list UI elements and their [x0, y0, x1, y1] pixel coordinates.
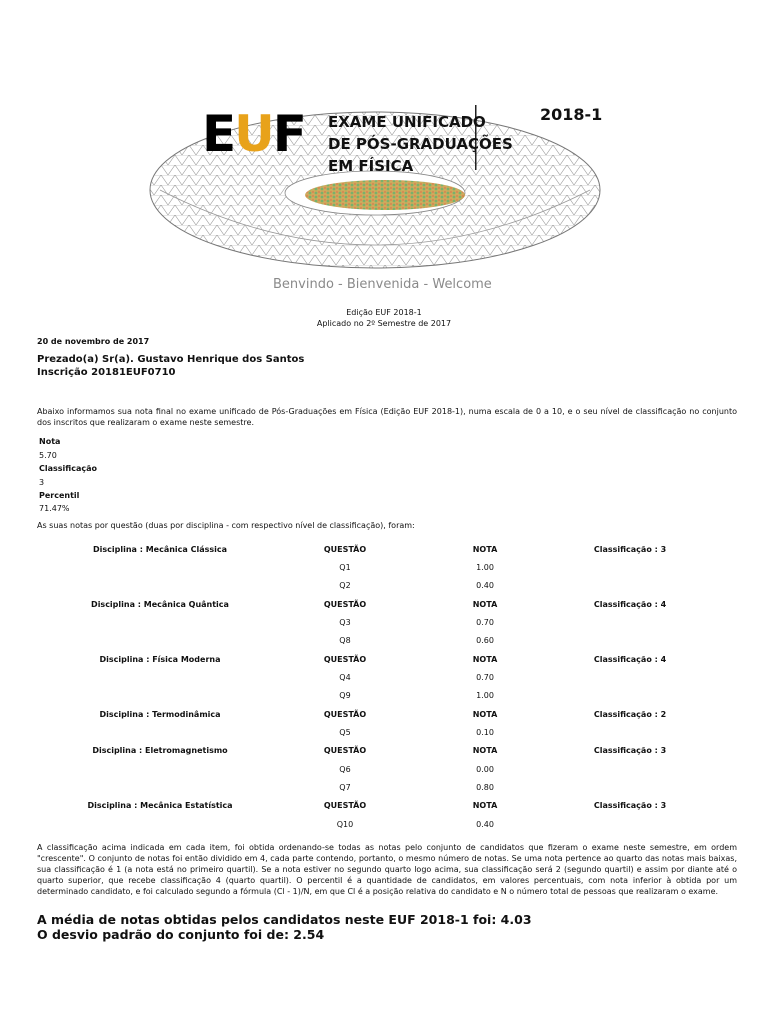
grade-header: NOTA	[472, 600, 498, 609]
grade-header: NOTA	[472, 746, 498, 755]
euf-logo-text: EUF	[202, 105, 305, 163]
discipline-header-row	[0, 746, 768, 758]
nota-value: 5.70	[39, 451, 57, 460]
percentile-label: Percentil	[39, 491, 80, 500]
question-id: Q7	[339, 783, 351, 792]
table-row	[0, 765, 768, 777]
question-grade: 0.00	[476, 765, 494, 774]
question-grade: 0.60	[476, 636, 494, 645]
question-header: QUESTÃO	[323, 801, 367, 810]
question-grade: 0.70	[476, 618, 494, 627]
question-id: Q8	[339, 636, 351, 645]
std-line: O desvio padrão do conjunto foi de: 2.54	[37, 927, 325, 942]
question-grade: 0.40	[476, 581, 494, 590]
table-row	[0, 691, 768, 703]
euf-banner	[140, 95, 620, 305]
discipline-name: Disciplina : Mecânica Clássica	[92, 545, 227, 554]
banner-edition: 2018-1	[540, 105, 603, 124]
question-header: QUESTÃO	[323, 746, 367, 755]
question-header: QUESTÃO	[323, 710, 367, 719]
question-id: Q1	[339, 563, 351, 572]
per-question-intro: As suas notas por questão (duas por disciplina - com respectivo nível de classificação), foram:	[37, 521, 415, 530]
question-id: Q5	[339, 728, 351, 737]
question-id: Q6	[339, 765, 351, 774]
discipline-classification: Classificação : 3	[593, 801, 667, 810]
banner-title-line-2: DE PÓS-GRADUAÇÕES	[328, 135, 513, 153]
explanation-paragraph: A classificação acima indicada em cada item, foi obtida ordenando-se todas as notas pelo conjunto de candidatos que fizeram o exame neste semestre, em ordem "crescente". O conjunto de notas foi então dividido em 4, cada parte contendo, portanto, o mesmo número de notas. Se uma nota pertence ao quarto das notas mais baixas, sua classificação é 1 (a nota está no primeiro quartil). Se a nota estiver no segundo quarto logo acima, sua classificação será 2 (segundo quartil) e assim por diante até o quarto superior, que recebe classificação 4 (quarto quartil). O percentil é a quantidade de candidatos, em valores percentuais, com nota inferior à obtida por um determinado candidato, e foi calculado segundo a fórmula (Cl - 1)/N, em que Cl é a posição relativa do candidato e N o número total de pessoas que realizaram o exame.	[37, 843, 737, 896]
intro-paragraph: Abaixo informamos sua nota final no exame unificado de Pós-Graduações em Física (Edição EUF 2018-1), numa escala de 0 a 10, e o seu nível de classificação no conjunto dos inscritos que realizaram o exame neste semestre.	[37, 407, 737, 427]
table-row	[0, 783, 768, 795]
question-grade: 1.00	[476, 563, 494, 572]
edition-line: Edição EUF 2018-1	[346, 308, 422, 317]
question-header: QUESTÃO	[323, 655, 367, 664]
discipline-header-row	[0, 710, 768, 722]
table-row	[0, 673, 768, 685]
banner-title-line-1: EXAME UNIFICADO	[328, 113, 486, 131]
discipline-header-row	[0, 545, 768, 557]
discipline-header-row	[0, 801, 768, 813]
classification-label: Classificação	[39, 464, 97, 473]
question-header: QUESTÃO	[323, 545, 367, 554]
discipline-header-row	[0, 655, 768, 667]
applied-line: Aplicado no 2º Semestre de 2017	[316, 319, 452, 328]
question-id: Q10	[336, 820, 354, 829]
discipline-name: Disciplina : Física Moderna	[99, 655, 221, 664]
mean-line: A média de notas obtidas pelos candidatos neste EUF 2018-1 foi: 4.03	[37, 912, 532, 927]
date: 20 de novembro de 2017	[37, 337, 150, 346]
question-grade: 0.10	[476, 728, 494, 737]
question-grade: 0.40	[476, 820, 494, 829]
grade-header: NOTA	[472, 545, 498, 554]
discipline-name: Disciplina : Mecânica Quântica	[91, 600, 229, 609]
discipline-classification: Classificação : 4	[593, 600, 667, 609]
banner-title-line-3: EM FÍSICA	[328, 157, 414, 175]
grade-header: NOTA	[472, 710, 498, 719]
question-grade: 1.00	[476, 691, 494, 700]
table-row	[0, 581, 768, 593]
question-id: Q4	[339, 673, 351, 682]
question-grade: 0.80	[476, 783, 494, 792]
table-row	[0, 728, 768, 740]
table-row	[0, 563, 768, 575]
question-id: Q9	[339, 691, 351, 700]
nota-label: Nota	[39, 437, 61, 446]
discipline-classification: Classificação : 4	[593, 655, 667, 664]
registration: Inscrição 20181EUF0710	[37, 367, 176, 378]
percentile-value: 71.47%	[39, 504, 70, 513]
question-id: Q2	[339, 581, 351, 590]
question-id: Q3	[339, 618, 351, 627]
grade-header: NOTA	[472, 655, 498, 664]
table-row	[0, 820, 768, 832]
discipline-classification: Classificação : 3	[593, 746, 667, 755]
table-row	[0, 618, 768, 630]
question-grade: 0.70	[476, 673, 494, 682]
table-row	[0, 636, 768, 648]
recipient-name: Prezado(a) Sr(a). Gustavo Henrique dos Santos	[37, 354, 305, 365]
discipline-classification: Classificação : 3	[593, 545, 667, 554]
discipline-name: Disciplina : Mecânica Estatística	[87, 801, 233, 810]
discipline-name: Disciplina : Eletromagnetismo	[92, 746, 228, 755]
discipline-header-row	[0, 600, 768, 612]
classification-value: 3	[39, 478, 45, 487]
discipline-classification: Classificação : 2	[593, 710, 667, 719]
question-header: QUESTÃO	[323, 600, 367, 609]
grade-header: NOTA	[472, 801, 498, 810]
banner-welcome: Benvindo - Bienvenida - Welcome	[273, 277, 492, 292]
discipline-name: Disciplina : Termodinâmica	[99, 710, 221, 719]
